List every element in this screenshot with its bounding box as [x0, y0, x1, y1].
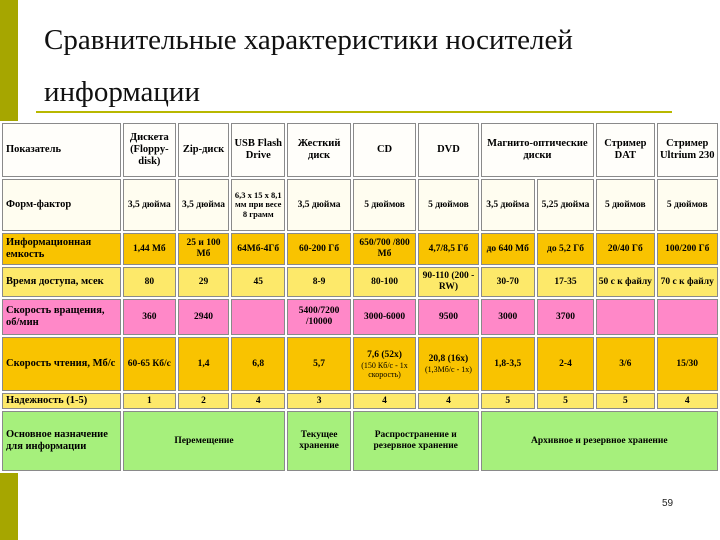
access-time-mo-a: 30-70	[481, 267, 535, 297]
row-purpose	[2, 411, 718, 471]
rotation-cd: 3000-6000	[353, 299, 416, 335]
rotation-ultrium	[657, 299, 719, 335]
capacity-cd: 650/700 /800 Мб	[353, 233, 416, 265]
read-speed-dvd	[418, 337, 478, 391]
read-speed-cd-value: 7,6 (52х)	[367, 349, 402, 360]
slide-title	[44, 14, 684, 118]
capacity-usb: 64Мб-4Гб	[231, 233, 285, 265]
row-form-factor	[2, 179, 718, 231]
row-read-speed	[2, 337, 718, 391]
header-cd: CD	[353, 123, 416, 177]
rotation-dat	[596, 299, 654, 335]
read-speed-mo-b: 2-4	[537, 337, 594, 391]
row-rotation-speed	[2, 299, 718, 335]
form-factor-mo-b: 5,25 дюйма	[537, 179, 594, 231]
form-factor-zip: 3,5 дюйма	[178, 179, 229, 231]
access-time-ultrium: 70 с к файлу	[657, 267, 719, 297]
reliability-floppy: 1	[123, 393, 176, 409]
purpose-archive: Архивное и резервное хранение	[481, 411, 718, 471]
header-hdd: Жесткий диск	[287, 123, 350, 177]
capacity-label: Информационная емкость	[2, 233, 121, 265]
access-time-zip: 29	[178, 267, 229, 297]
capacity-ultrium: 100/200 Гб	[657, 233, 719, 265]
capacity-dvd: 4,7/8,5 Гб	[418, 233, 478, 265]
reliability-hdd: 3	[287, 393, 350, 409]
capacity-zip: 25 и 100 Мб	[178, 233, 229, 265]
reliability-usb: 4	[231, 393, 285, 409]
read-speed-cd-note: (150 Кб/с - 1х скорость)	[361, 360, 408, 379]
header-dvd: DVD	[418, 123, 478, 177]
row-reliability	[2, 393, 718, 409]
rotation-label: Скорость вращения, об/мин	[2, 299, 121, 335]
reliability-zip: 2	[178, 393, 229, 409]
header-indicator: Показатель	[2, 123, 121, 177]
header-streamer-dat: Стример DAT	[596, 123, 654, 177]
form-factor-floppy: 3,5 дюйма	[123, 179, 176, 231]
rotation-zip: 2940	[178, 299, 229, 335]
reliability-mo-a: 5	[481, 393, 535, 409]
read-speed-cd	[353, 337, 416, 391]
rotation-usb	[231, 299, 285, 335]
row-access-time	[2, 267, 718, 297]
slide-title-line-2: информации	[44, 76, 200, 108]
reliability-dvd: 4	[418, 393, 478, 409]
capacity-mo-b: до 5,2 Гб	[537, 233, 594, 265]
capacity-hdd: 60-200 Гб	[287, 233, 350, 265]
read-speed-usb: 6,8	[231, 337, 285, 391]
rotation-hdd: 5400/7200 /10000	[287, 299, 350, 335]
header-magneto-optical: Магнито-оптические диски	[481, 123, 595, 177]
read-speed-label: Скорость чтения, Мб/с	[2, 337, 121, 391]
read-speed-zip: 1,4	[178, 337, 229, 391]
purpose-distribution: Распространение и резервное хранение	[353, 411, 479, 471]
form-factor-usb: 6,3 х 15 х 8,1 мм при весе 8 грамм	[231, 179, 285, 231]
form-factor-mo-a: 3,5 дюйма	[481, 179, 535, 231]
page-number: 59	[662, 498, 674, 509]
form-factor-ultrium: 5 дюймов	[657, 179, 719, 231]
purpose-move: Перемещение	[123, 411, 286, 471]
capacity-floppy: 1,44 Мб	[123, 233, 176, 265]
form-factor-dat: 5 дюймов	[596, 179, 654, 231]
form-factor-dvd: 5 дюймов	[418, 179, 478, 231]
form-factor-label: Форм-фактор	[2, 179, 121, 231]
header-zip: Zip-диск	[178, 123, 229, 177]
access-time-mo-b: 17-35	[537, 267, 594, 297]
access-time-floppy: 80	[123, 267, 176, 297]
capacity-mo-a: до 640 Мб	[481, 233, 535, 265]
read-speed-dvd-note: (1,3Мб/с - 1х)	[424, 365, 472, 374]
rotation-dvd: 9500	[418, 299, 478, 335]
rotation-floppy: 360	[123, 299, 176, 335]
access-time-hdd: 8-9	[287, 267, 350, 297]
reliability-cd: 4	[353, 393, 416, 409]
comparison-table	[0, 121, 720, 473]
reliability-ultrium: 4	[657, 393, 719, 409]
read-speed-mo-a: 1,8-3,5	[481, 337, 535, 391]
comparison-table-wrapper	[0, 121, 720, 466]
access-time-label: Время доступа, мсек	[2, 267, 121, 297]
purpose-label: Основное назначение для информации	[2, 411, 121, 471]
header-usb: USB Flash Drive	[231, 123, 285, 177]
title-underline	[36, 111, 672, 113]
header-row	[2, 123, 718, 177]
rotation-mo-a: 3000	[481, 299, 535, 335]
reliability-dat: 5	[596, 393, 654, 409]
row-capacity	[2, 233, 718, 265]
form-factor-cd: 5 дюймов	[353, 179, 416, 231]
purpose-current: Текущее хранение	[287, 411, 350, 471]
read-speed-ultrium: 15/30	[657, 337, 719, 391]
access-time-dvd: 90-110 (200 - RW)	[418, 267, 478, 297]
header-floppy: Дискета (Floppy-disk)	[123, 123, 176, 177]
header-streamer-ultrium: Стример Ultrium 230	[657, 123, 719, 177]
rotation-mo-b: 3700	[537, 299, 594, 335]
access-time-usb: 45	[231, 267, 285, 297]
slide-title-line-1: Сравнительные характеристики носителей	[44, 24, 573, 56]
form-factor-hdd: 3,5 дюйма	[287, 179, 350, 231]
capacity-dat: 20/40 Гб	[596, 233, 654, 265]
read-speed-floppy: 60-65 Кб/с	[123, 337, 176, 391]
reliability-mo-b: 5	[537, 393, 594, 409]
reliability-label: Надежность (1-5)	[2, 393, 121, 409]
read-speed-dvd-value: 20,8 (16х)	[428, 354, 469, 364]
read-speed-dat: 3/6	[596, 337, 654, 391]
access-time-dat: 50 с к файлу	[596, 267, 654, 297]
access-time-cd: 80-100	[353, 267, 416, 297]
read-speed-hdd: 5,7	[287, 337, 350, 391]
